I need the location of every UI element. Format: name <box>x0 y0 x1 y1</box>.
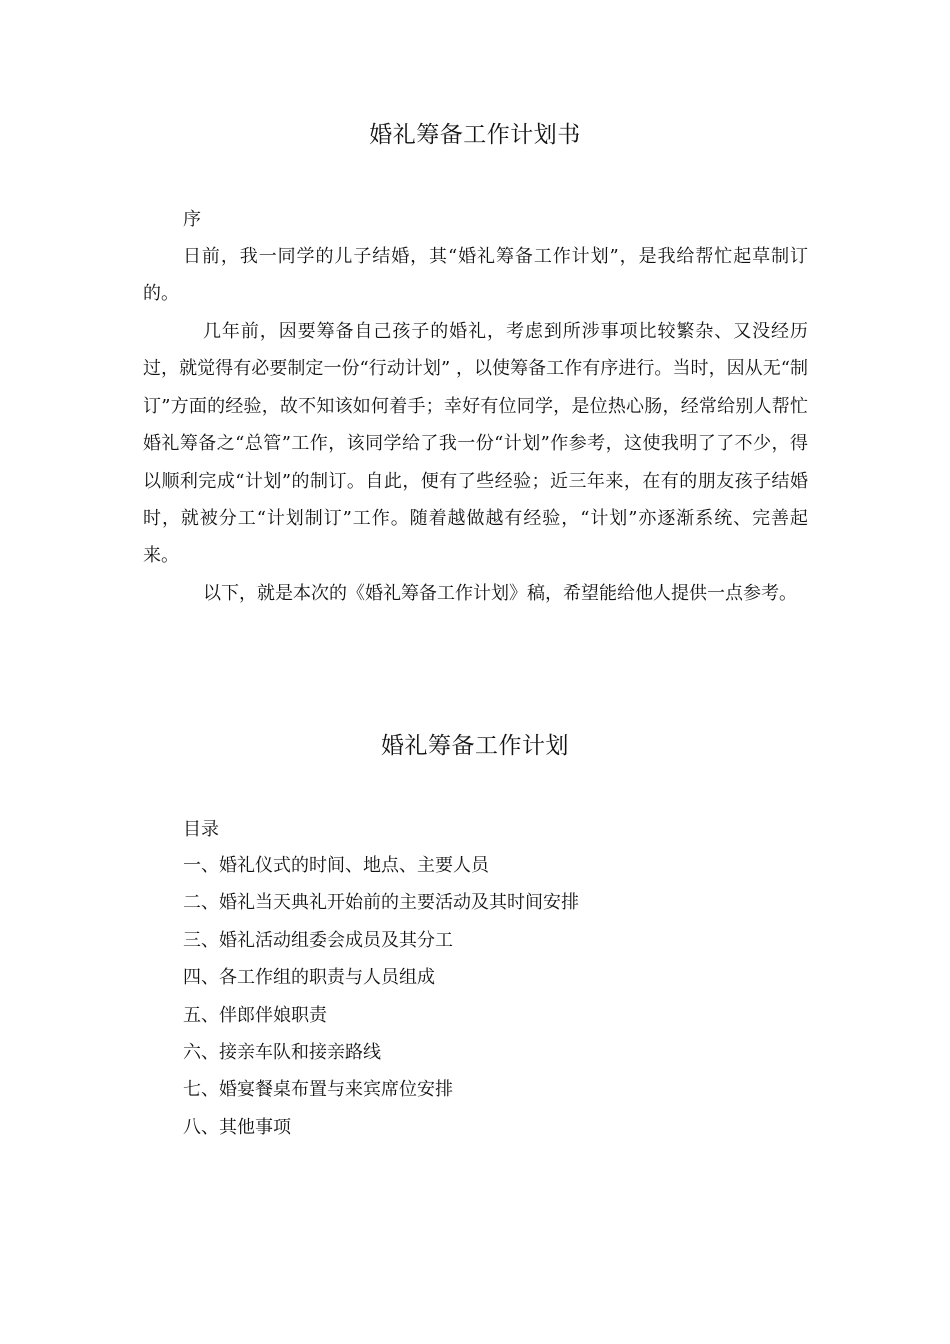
toc-item: 六、接亲车队和接亲路线 <box>183 1041 381 1063</box>
toc-item: 三、婚礼活动组委会成员及其分工 <box>183 929 453 951</box>
plan-title: 婚礼筹备工作计划 <box>381 733 569 759</box>
toc-list <box>183 853 579 1152</box>
preface-paragraph-3: 以下，就是本次的《婚礼筹备工作计划》稿，希望能给他人提供一点参考。 <box>203 583 797 604</box>
toc-item: 七、婚宴餐桌布置与来宾席位安排 <box>183 1079 453 1101</box>
toc-item: 八、其他事项 <box>183 1116 291 1138</box>
toc-item: 五、伴郎伴娘职责 <box>183 1004 327 1026</box>
document-title: 婚礼筹备工作计划书 <box>369 122 581 148</box>
preface-paragraph-1: 日前，我一同学的儿子结婚，其“婚礼筹备工作计划”，是我给帮忙起草制订的。 <box>143 246 808 305</box>
toc-item: 四、各工作组的职责与人员组成 <box>183 967 435 989</box>
preface-heading: 序 <box>183 209 201 230</box>
preface-paragraph-2: 几年前，因要筹备自己孩子的婚礼，考虑到所涉事项比较繁杂、又没经历过，就觉得有必要制定一份“行动计划” ，以使筹备工作有序进行。当时，因从无“制订”方面的经验，故不知该如何着手；幸好有位同学，是位热心肠，经常给别人帮忙婚礼筹备之“总管”工作，该同学给了我一份“计划”作参考，这使我明了了不少，得以顺利完成“计划”的制订。自此，便有了些经验；近三年来，在有的朋友孩子结婚时，就被分工“计划制订”工作。随着越做越有经验，“计划”亦逐渐系统、完善起来。 <box>143 321 808 567</box>
toc-heading: 目录 <box>183 819 219 840</box>
toc-item: 二、婚礼当天典礼开始前的主要活动及其时间安排 <box>183 892 579 914</box>
toc-item: 一、婚礼仪式的时间、地点、主要人员 <box>183 855 489 876</box>
